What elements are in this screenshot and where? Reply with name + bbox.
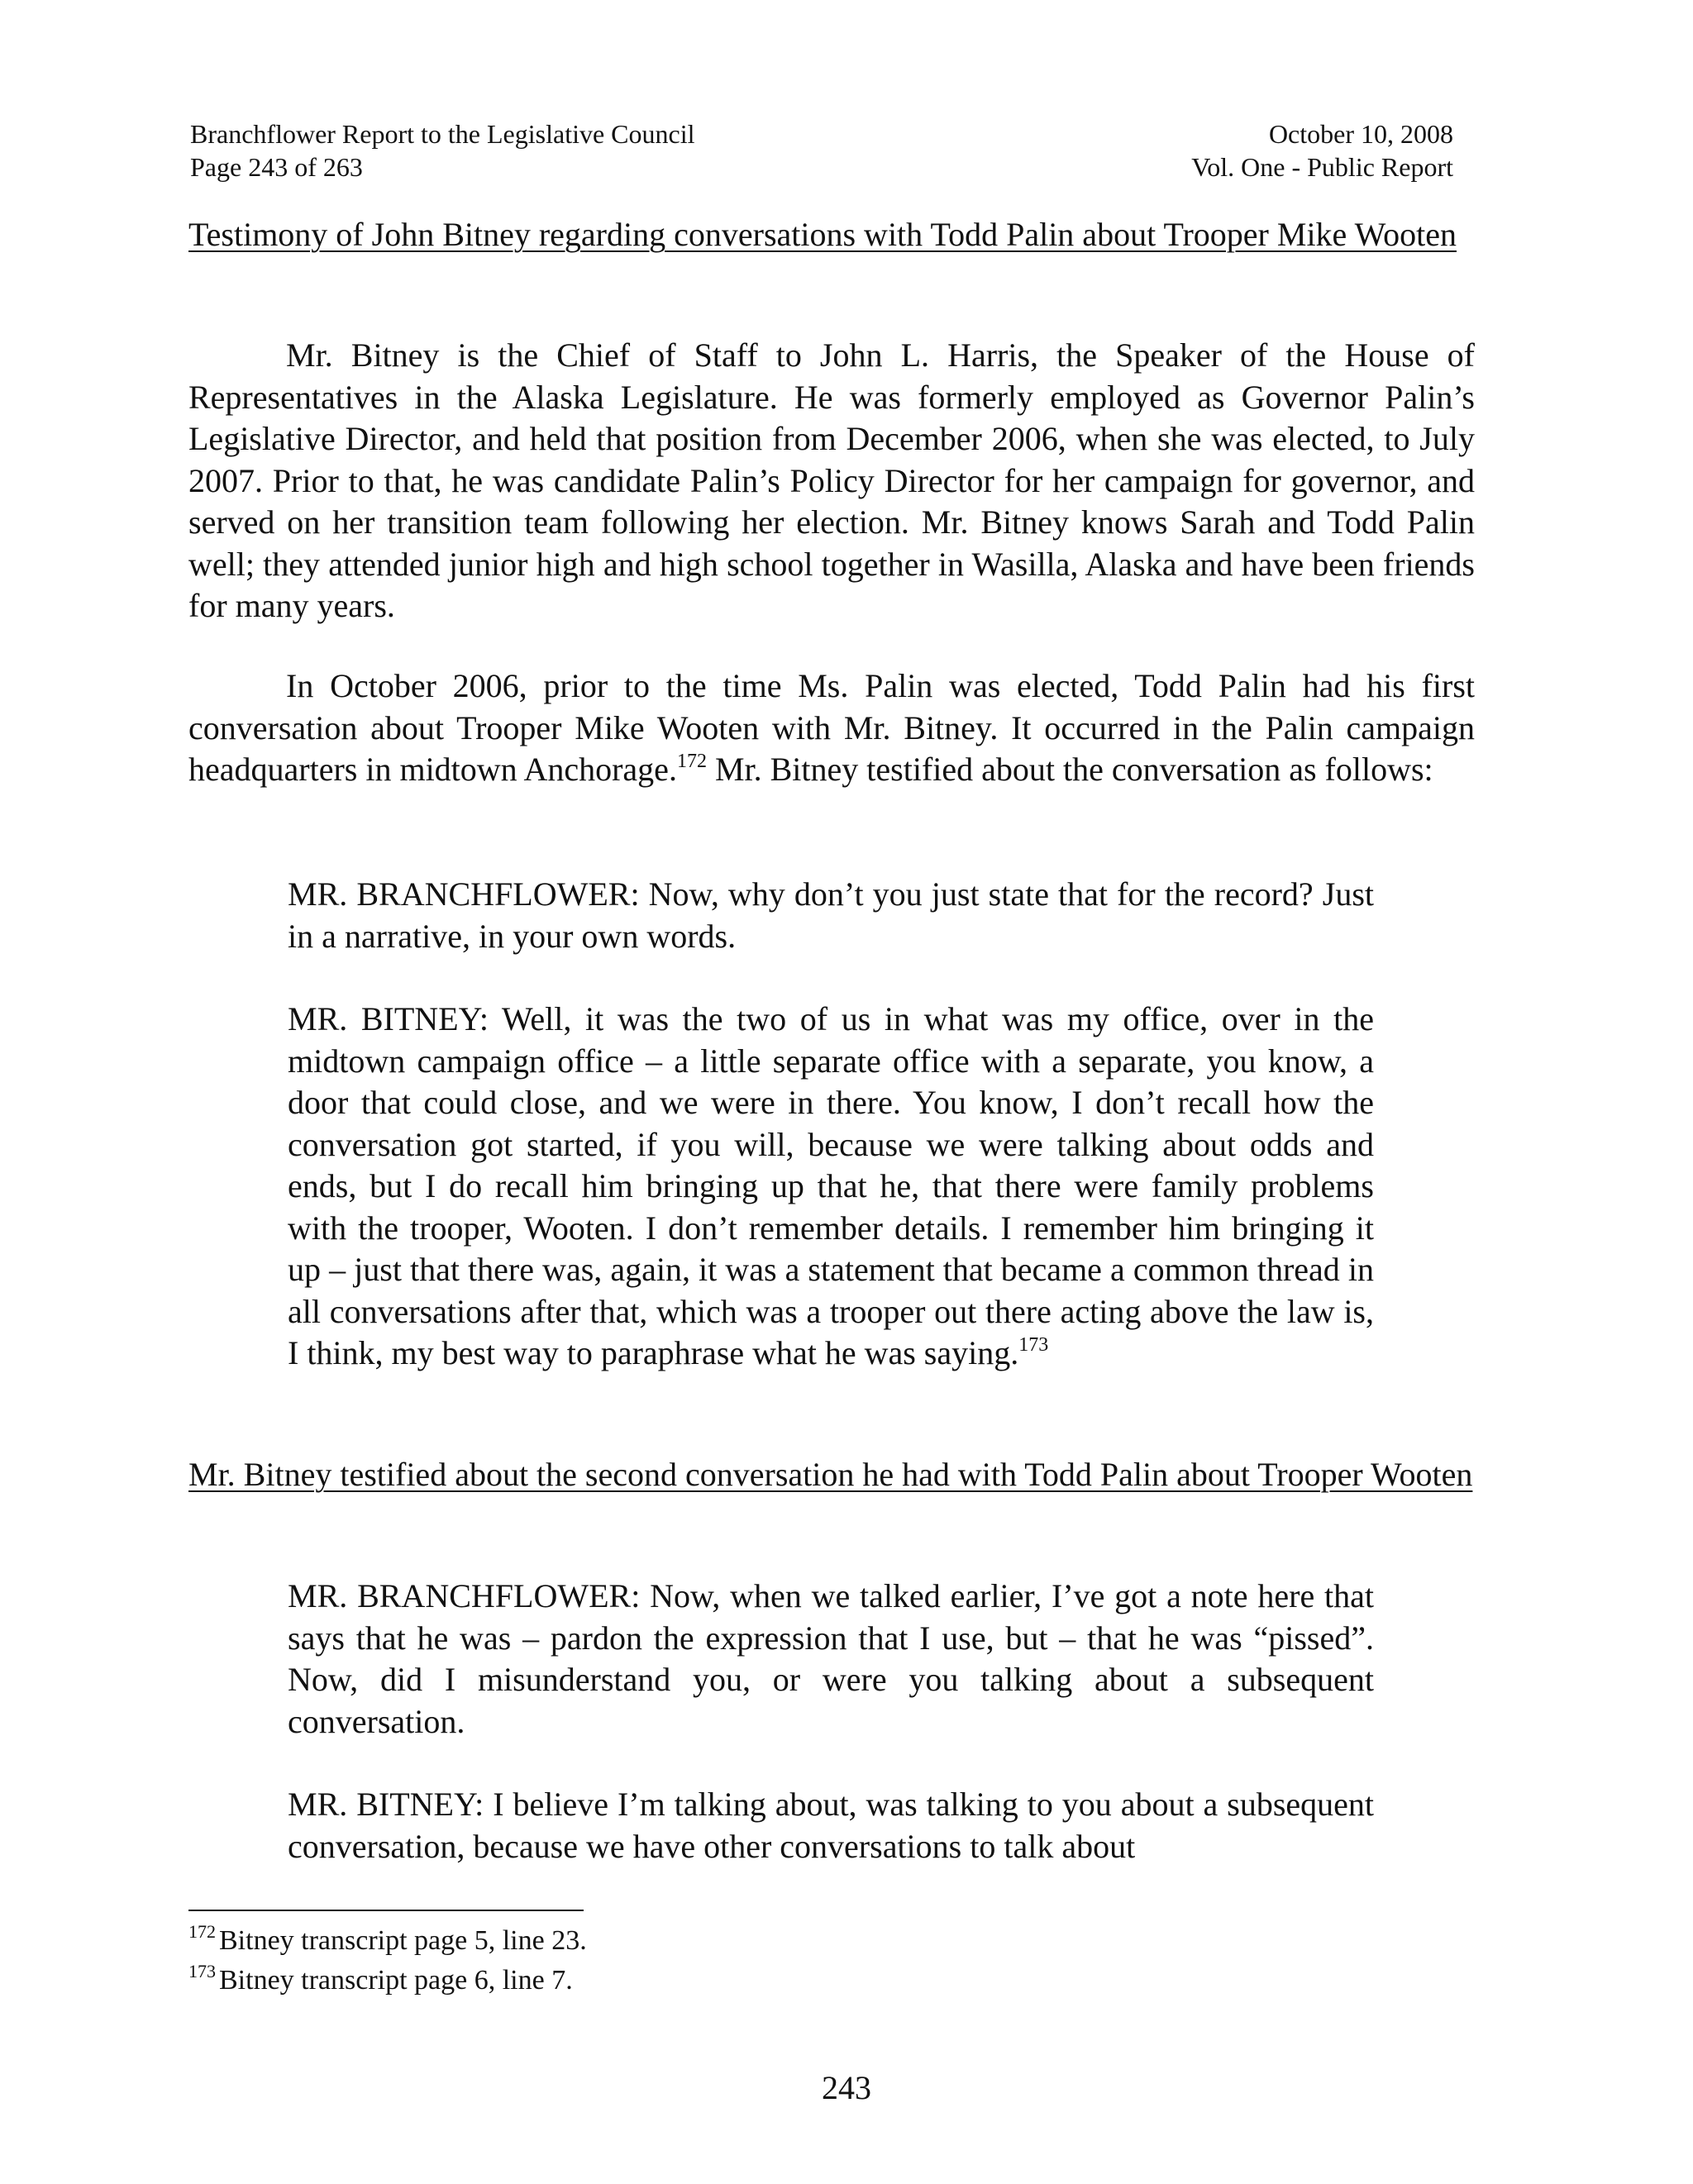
- footnote-text: Bitney transcript page 6, line 7.: [219, 1965, 573, 1996]
- footnote-ref-172: 172: [676, 751, 707, 772]
- report-date: October 10, 2008: [1268, 119, 1453, 149]
- footnote-172: [188, 1921, 587, 1958]
- paragraph-first-conversation: [188, 665, 1475, 791]
- page-number: 243: [822, 2069, 871, 2106]
- footnote-divider: [188, 1910, 584, 1911]
- quote-bitney-1: [288, 999, 1374, 1375]
- quote-branchflower-2: MR. BRANCHFLOWER: Now, when we talked earlier, I’ve got a note here that says that he was – pardon the expression that I use, but – that he was “pissed”. Now, did I misunderstand you, or were you talking about a subsequent conversation.: [288, 1577, 1374, 1740]
- page-header-right: [1191, 117, 1453, 184]
- footnote-ref-173: 173: [1018, 1334, 1049, 1356]
- volume-label: Vol. One - Public Report: [1191, 152, 1453, 182]
- footnote-173: [188, 1963, 573, 1998]
- page-header-left: [190, 117, 695, 184]
- paragraph-first-conversation-text: In October 2006, prior to the time Ms. Palin was elected, Todd Palin had his first conversation about Trooper Mike Wooten with Mr. Bitney. It occurred in the Palin campaign headquarters in midtown Anchorage.: [188, 667, 1475, 788]
- quote-bitney-2: MR. BITNEY: I believe I’m talking about, was talking to you about a subsequent conversation, because we have other conversations to talk about: [288, 1786, 1374, 1865]
- paragraph-first-conversation-text-cont: Mr. Bitney testified about the conversation as follows:: [706, 751, 1433, 788]
- quote-branchflower-1: MR. BRANCHFLOWER: Now, why don’t you just state that for the record? Just in a narrative, in your own words.: [288, 875, 1374, 955]
- footnote-text: Bitney transcript page 5, line 23.: [219, 1925, 587, 1956]
- paragraph-bitney-background: Mr. Bitney is the Chief of Staff to John L. Harris, the Speaker of the House of Representatives in the Alaska Legislature. He was formerly employed as Governor Palin’s Legislative Director, and held that position from December 2006, when she was elected, to July 2007. Prior to that, he was candidate Palin’s Policy Director for her campaign for governor, and served on her transition team following her election. Mr. Bitney knows Sarah and Todd Palin well; they attended junior high and high school together in Wasilla, Alaska and have been friends for many years.: [188, 336, 1475, 624]
- section-heading-bitney-testimony: Testimony of John Bitney regarding conversations with Todd Palin about Trooper Mike Wooten: [188, 216, 1457, 253]
- page-info: Page 243 of 263: [190, 152, 363, 182]
- section-heading-second-conversation: Mr. Bitney testified about the second conversation he had with Todd Palin about Trooper Wooten: [188, 1456, 1473, 1493]
- quote-bitney-1-text: MR. BITNEY: Well, it was the two of us in what was my office, over in the midtown campaign office – a little separate office with a separate, you know, a door that could close, and we were in there. You know, I don’t recall how the conversation got started, if you will, because we were talking about odds and ends, but I do recall him bringing up that he, that there were family problems with the trooper, Wooten. I don’t remember details. I remember him bringing it up – just that there was, again, it was a statement that became a common thread in all conversations after that, which was a trooper out there acting above the law is, I think, my best way to paraphrase what he was saying.: [288, 1000, 1374, 1371]
- footnote-number: 173: [188, 1961, 216, 1981]
- report-title: Branchflower Report to the Legislative Council: [190, 119, 695, 149]
- footnote-number: 172: [188, 1921, 216, 1942]
